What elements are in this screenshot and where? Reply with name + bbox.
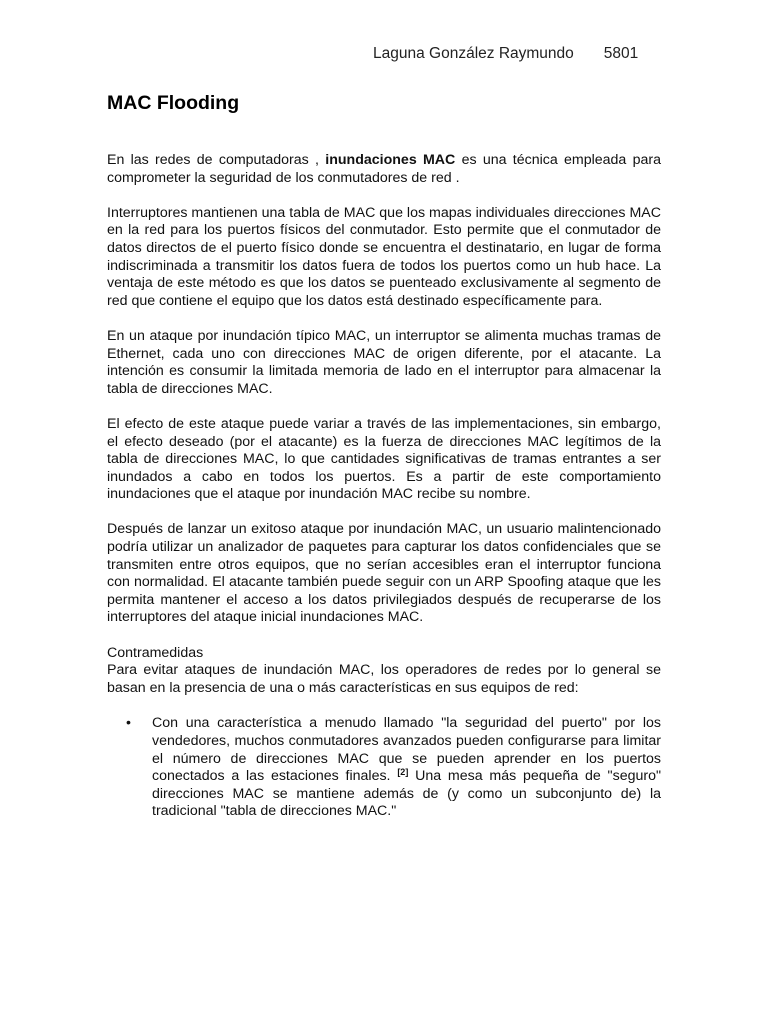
document-title: MAC Flooding xyxy=(107,92,240,114)
intro-text-before: En las redes de computadoras , xyxy=(107,152,319,168)
paragraph-attack-effect: El efecto de este ataque puede variar a través de las implementaciones, sin embargo, el efecto deseado (por el atacante) es la fuerza de direcciones MAC legítimos de la tabla de direcciones MAC, lo que cantidades significativas de tramas entrantes a ser inundados a cabo en todos los puertos. Es a partir de este comportamiento inundaciones que el ataque por inundación MAC recibe su nombre. xyxy=(107,415,661,503)
paragraph-intro xyxy=(107,152,661,187)
citation-link[interactable]: [2] xyxy=(397,767,409,778)
intro-bold-term: inundaciones MAC xyxy=(325,152,456,168)
countermeasures-list xyxy=(107,715,661,821)
section-heading-countermeasures: Contramedidas xyxy=(107,644,204,661)
bullet-icon: • xyxy=(126,715,131,732)
document-body xyxy=(107,152,661,821)
page-header xyxy=(373,45,638,63)
header-number: 5801 xyxy=(603,45,639,62)
intro-text-after: es una técnica empleada para comprometer la seguridad de los conmutadores de red . xyxy=(107,152,661,186)
paragraph-countermeasures: Para evitar ataques de inundación MAC, los operadores de redes por lo general se basan en la presencia de una o más características en sus equipos de red: xyxy=(107,662,661,696)
paragraph-after-attack: Después de lanzar un exitoso ataque por inundación MAC, un usuario malintencionado podría utilizar un analizador de paquetes para capturar los datos confidenciales que se transmiten entre otros equipos, que no serían accesibles eran el interruptor funciona con normalidad. El atacante también puede seguir con un ARP Spoofing ataque que les permita mantener el acceso a los datos privilegiados después de recuperarse de los interruptores del ataque inicial inundaciones MAC. xyxy=(107,521,661,626)
paragraph-switch-tables: Interruptores mantienen una tabla de MAC que los mapas individuales direcciones MAC en la red para los puertos físicos del conmutador. Esto permite que el conmutador de datos directos de el puerto físico donde se encuentra el destinatario, en lugar de forma indiscriminada a transmitir los datos fuera de todos los puertos como un hub hace. La ventaja de este método es que los datos se puenteado exclusivamente al segmento de red que contiene el equipo que los datos está destinado específicamente para. xyxy=(107,204,661,309)
list-item-text-after: Una mesa más pequeña de "seguro" direcciones MAC se mantiene además de (y como un subconjunto de) la tradicional "tabla de direcciones MAC." xyxy=(152,768,662,820)
paragraph-typical-attack: En un ataque por inundación típico MAC, un interruptor se alimenta muchas tramas de Ethernet, cada uno con direcciones MAC de origen diferente, por el atacante. La intención es consumir la limitada memoria de lado en el interruptor para almacenar la tabla de direcciones MAC. xyxy=(107,327,661,397)
list-item-text-before: Con una característica a menudo llamado "la seguridad del puerto" por los vendedores, muchos conmutadores avanzados pueden configurarse para limitar el número de direcciones MAC que se pueden aprender en los puertos conectados a las estaciones finales. xyxy=(152,715,661,785)
list-item xyxy=(107,715,661,821)
author-name: Laguna González Raymundo xyxy=(373,45,574,62)
